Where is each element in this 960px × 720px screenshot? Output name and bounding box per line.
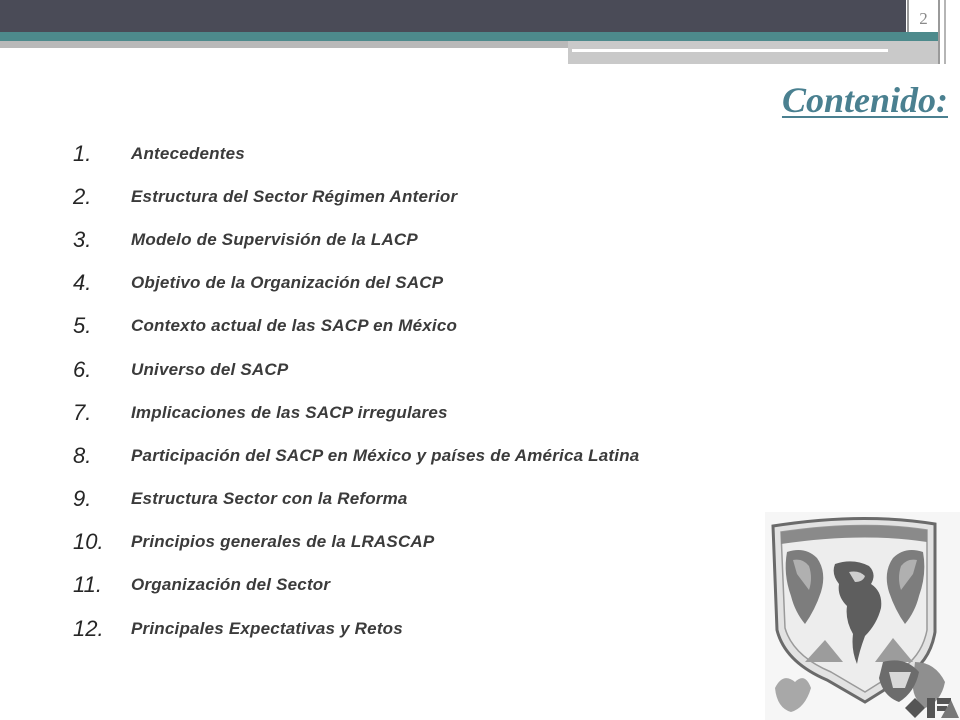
item-text: Contexto actual de las SACP en México (131, 316, 458, 336)
header-dark-bar (0, 0, 906, 32)
header-white-line (572, 49, 888, 52)
header-divider-line (944, 0, 946, 64)
list-item (73, 305, 639, 348)
item-number: 7. (73, 399, 92, 425)
item-text: Antecedentes (131, 143, 245, 163)
item-number: 4. (73, 270, 92, 296)
header-gray-band (0, 41, 568, 48)
item-text: Objetivo de la Organización del SACP (131, 273, 444, 293)
list-item (73, 607, 639, 650)
header-divider-line (938, 0, 940, 64)
item-text: Estructura del Sector Régimen Anterior (131, 186, 458, 206)
list-item (73, 391, 639, 434)
header-teal-band (0, 32, 940, 41)
item-text: Principales Expectativas y Retos (131, 618, 403, 638)
item-text: Modelo de Supervisión de la LACP (131, 229, 418, 249)
list-item (73, 521, 639, 564)
item-number: 6. (73, 356, 92, 382)
item-text: Estructura Sector con la Reforma (131, 489, 408, 509)
item-number: 2. (73, 183, 92, 209)
unam-seal-icon (765, 512, 960, 720)
item-number: 12. (73, 615, 104, 641)
item-text: Organización del Sector (131, 575, 331, 595)
list-item (73, 218, 639, 261)
item-number: 1. (73, 140, 92, 166)
item-number: 10. (73, 529, 104, 555)
header-gray-block (568, 41, 940, 64)
list-item (73, 434, 639, 477)
item-text: Implicaciones de las SACP irregulares (131, 402, 448, 422)
item-number: 8. (73, 442, 92, 468)
item-text: Participación del SACP en México y países de América Latina (131, 445, 640, 465)
contents-list (73, 132, 639, 650)
list-item (73, 262, 639, 305)
item-number: 11. (73, 572, 102, 598)
item-text: Universo del SACP (131, 359, 289, 379)
slide-title: Contenido: (781, 80, 948, 120)
item-number: 3. (73, 226, 92, 252)
list-item (73, 132, 639, 175)
item-number: 5. (73, 313, 92, 339)
list-item (73, 175, 639, 218)
page-number: 2 (919, 9, 928, 28)
item-number: 9. (73, 486, 92, 512)
list-item (73, 348, 639, 391)
list-item (73, 564, 639, 607)
item-text: Principios generales de la LRASCAP (131, 532, 435, 552)
list-item (73, 478, 639, 521)
header-divider-line (907, 0, 909, 32)
